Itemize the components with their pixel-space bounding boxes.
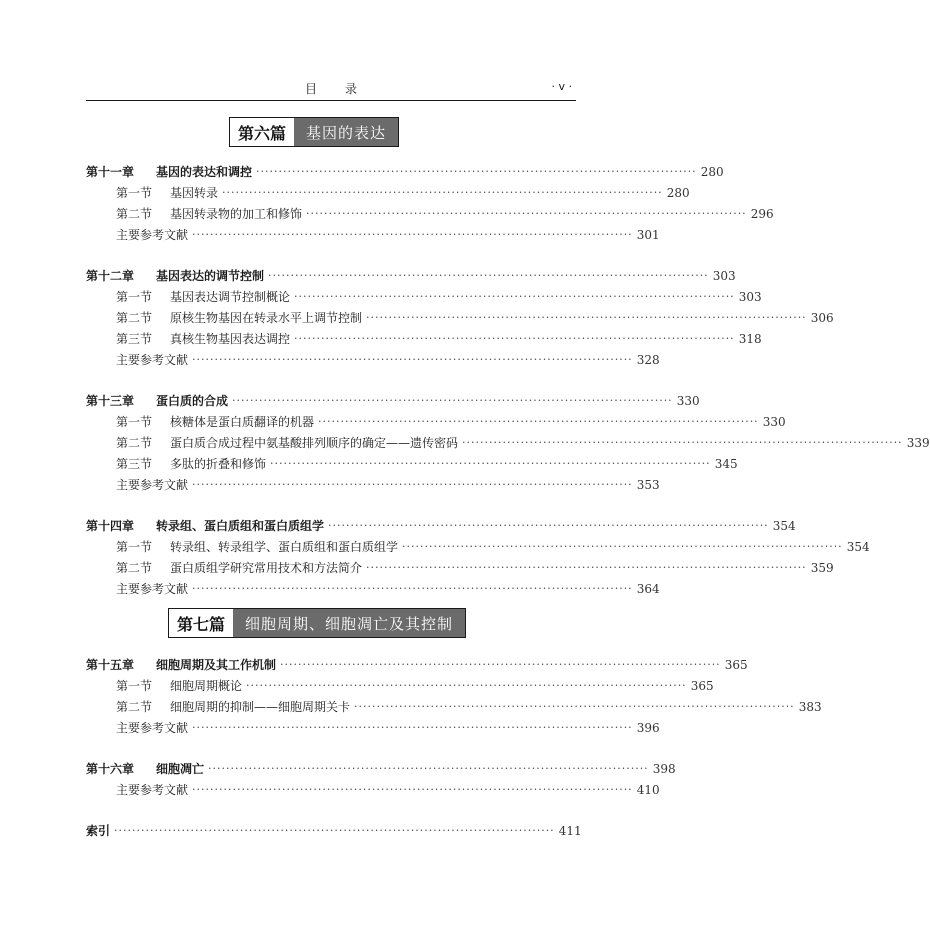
page-number: 330 [762,414,786,429]
toc-chapter-entry[interactable]: 第十二章 基因表达的调节控制 ·································································································· 303 [86,268,736,283]
page-number: 280 [666,185,690,200]
page-number: 365 [724,657,748,672]
page-number: 396 [636,720,660,735]
toc-references-entry[interactable]: 主要参考文献 ·································································································· 410 [116,782,660,797]
part-title: 细胞周期、细胞凋亡及其控制 [233,609,465,637]
page-number: 318 [738,331,762,346]
page-number: 354 [846,539,870,554]
toc-references-entry[interactable]: 主要参考文献 ·································································································· 301 [116,227,660,242]
page-number: 301 [636,227,660,242]
toc-section-entry[interactable]: 第三节 多肽的折叠和修饰 ·································································································· 345 [116,456,738,471]
toc-chapter-entry[interactable]: 第十三章 蛋白质的合成 ·································································································· 330 [86,393,700,408]
page-number: 330 [676,393,700,408]
page-number: 345 [714,456,738,471]
toc-index-entry[interactable]: 索引 ·································································································· 411 [86,823,582,838]
part-heading-7 [168,608,466,638]
page-number: 296 [750,206,774,221]
header-page-number: · v · [551,80,572,93]
page-number: 339 [906,435,930,450]
toc-chapter-entry[interactable]: 第十一章 基因的表达和调控 ·································································································· 280 [86,164,724,179]
page-number: 328 [636,352,660,367]
page-number: 280 [700,164,724,179]
toc-section-entry[interactable]: 第三节 真核生物基因表达调控 ·································································································· 318 [116,331,762,346]
part-heading-6 [229,117,399,147]
page-number: 365 [690,678,714,693]
toc-section-entry[interactable]: 第二节 蛋白质组学研究常用技术和方法简介 ·································································································· 359 [116,560,834,575]
page-number: 410 [636,782,660,797]
page-number: 364 [636,581,660,596]
page-number: 383 [798,699,822,714]
toc-references-entry[interactable]: 主要参考文献 ·································································································· 396 [116,720,660,735]
page-number: 359 [810,560,834,575]
toc-section-entry[interactable]: 第一节 细胞周期概论 ·································································································· 365 [116,678,714,693]
toc-references-entry[interactable]: 主要参考文献 ·································································································· 353 [116,477,660,492]
part-number: 第六篇 [230,118,294,146]
toc-references-entry[interactable]: 主要参考文献 ·································································································· 328 [116,352,660,367]
page-number: 411 [558,823,582,838]
toc-section-entry[interactable]: 第二节 基因转录物的加工和修饰 ·································································································· 296 [116,206,774,221]
toc-section-entry[interactable]: 第二节 细胞周期的抑制——细胞周期关卡 ·································································································· 383 [116,699,822,714]
toc-section-entry[interactable]: 第二节 蛋白质合成过程中氨基酸排列顺序的确定——遗传密码 ·································································································· 339 [116,435,930,450]
toc-section-entry[interactable]: 第一节 基因表达调节控制概论 ·································································································· 303 [116,289,762,304]
page-number: 303 [738,289,762,304]
toc-section-entry[interactable]: 第一节 核糖体是蛋白质翻译的机器 ·································································································· 330 [116,414,786,429]
page-header [86,72,576,101]
part-title: 基因的表达 [294,118,398,146]
toc-section-entry[interactable]: 第一节 转录组、转录组学、蛋白质组和蛋白质组学 ·································································································· 354 [116,539,870,554]
page-number: 303 [712,268,736,283]
page-number: 354 [772,518,796,533]
toc-section-entry[interactable]: 第一节 基因转录 ·································································································· 280 [116,185,690,200]
part-number: 第七篇 [169,609,233,637]
toc-chapter-entry[interactable]: 第十六章 细胞凋亡 ·································································································· 398 [86,761,676,776]
toc-references-entry[interactable]: 主要参考文献 ·································································································· 364 [116,581,660,596]
page-number: 306 [810,310,834,325]
page-number: 398 [652,761,676,776]
page-number: 353 [636,477,660,492]
toc-section-entry[interactable]: 第二节 原核生物基因在转录水平上调节控制 ·································································································· 306 [116,310,834,325]
toc-chapter-entry[interactable]: 第十五章 细胞周期及其工作机制 ·································································································· 365 [86,657,748,672]
header-title: 目录 [304,82,385,96]
toc-chapter-entry[interactable]: 第十四章 转录组、蛋白质组和蛋白质组学 ·································································································· 354 [86,518,796,533]
